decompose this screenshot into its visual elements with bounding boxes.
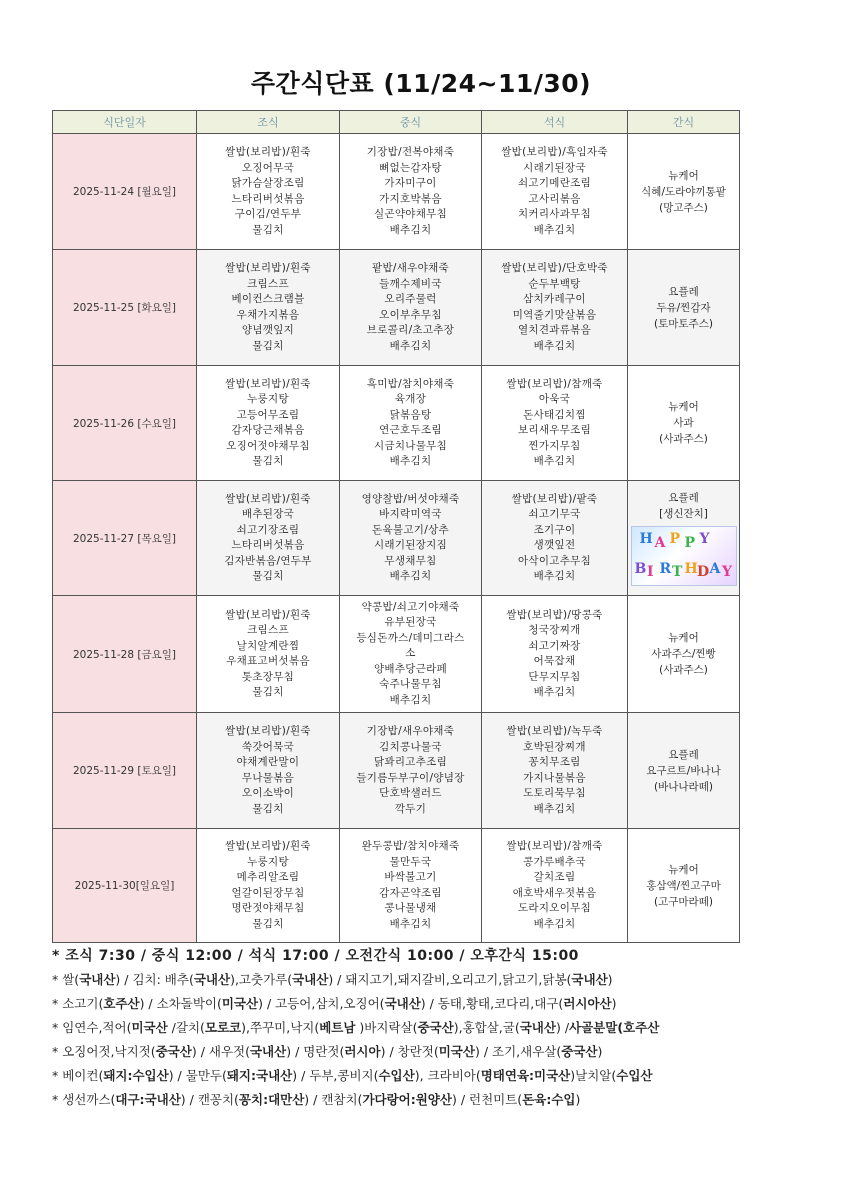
origin-line xyxy=(52,968,752,992)
lunch-cell xyxy=(340,366,482,481)
origin-country: 러시아 xyxy=(344,1044,381,1059)
origin-line xyxy=(52,992,752,1016)
header-breakfast: 조식 xyxy=(197,111,340,134)
breakfast-item: 구이김/연두부 xyxy=(234,208,302,220)
dinner-item: 갈치조림 xyxy=(533,871,576,883)
header-snack: 간식 xyxy=(628,111,740,134)
lunch-item: 김치콩나물국 xyxy=(379,740,442,753)
breakfast-item: 얼갈이된장무침 xyxy=(231,886,305,899)
origin-text: )날치알( xyxy=(570,1068,617,1083)
lunch-item: 콩나물냉채 xyxy=(384,902,437,914)
breakfast-item: 느타리버섯볶음 xyxy=(231,539,305,551)
origin-country: 돼지:국내산 xyxy=(226,1068,293,1083)
origin-text: ) / 창란젓( xyxy=(380,1044,439,1059)
breakfast-cell xyxy=(197,713,340,829)
origin-text: ) xyxy=(607,972,613,987)
snack-item: 식혜/도라야끼통팥 xyxy=(641,185,726,198)
dinner-item: 순두부백탕 xyxy=(528,277,581,290)
snack-cell xyxy=(628,481,740,596)
menu-date: 2025-11-26 [수요일] xyxy=(53,366,197,481)
dinner-item: 쌀밥(보리밥)/팥죽 xyxy=(511,492,598,505)
dinner-item: 배추김치 xyxy=(533,917,576,930)
breakfast-item: 고등어무조림 xyxy=(236,408,300,421)
breakfast-item: 김자반볶음/연두부 xyxy=(224,554,312,567)
dinner-item: 콩가루배추국 xyxy=(523,855,586,868)
breakfast-item: 느타리버섯볶음 xyxy=(231,192,305,205)
dinner-item: 쌀밥(보리밥)/참깨죽 xyxy=(506,377,603,390)
origin-text: ) / 소차돌박이( xyxy=(139,996,222,1011)
snack-item: 사과주스/찐빵 xyxy=(651,648,716,660)
snack-item: 요플레 xyxy=(668,748,699,761)
dinner-item: 꽁치무조림 xyxy=(528,756,581,768)
breakfast-item: 누룽지탕 xyxy=(247,393,289,405)
lunch-item: 오리주물럭 xyxy=(384,293,437,305)
origin-text: ) / 캔꽁치( xyxy=(180,1092,239,1107)
snack-cell xyxy=(628,250,740,366)
menu-date: 2025-11-30[일요일] xyxy=(53,829,197,943)
origin-country: 수입산 xyxy=(378,1068,415,1083)
breakfast-item: 베이컨스크램블 xyxy=(231,293,305,305)
origin-text: /갈치( xyxy=(167,1020,205,1035)
table-row xyxy=(53,829,740,943)
origin-country: 국내산 xyxy=(249,1044,287,1059)
origin-text: * 베이컨( xyxy=(52,1068,104,1083)
breakfast-item: 쌀밥(보리밥)/흰죽 xyxy=(225,146,311,158)
dinner-item: 아삭이고추무침 xyxy=(517,554,592,567)
breakfast-cell xyxy=(197,250,340,366)
breakfast-item: 쌀밥(보리밥)/흰죽 xyxy=(225,377,311,390)
lunch-cell xyxy=(340,134,482,250)
origin-country: 중국산 xyxy=(561,1044,598,1059)
lunch-item: 숙주나물무침 xyxy=(379,678,442,691)
dinner-cell xyxy=(482,134,628,250)
snack-item: (사과주스) xyxy=(659,664,708,676)
breakfast-item: 물김치 xyxy=(252,455,284,467)
lunch-item: 가자미구이 xyxy=(384,177,437,189)
origin-country: 국내산 xyxy=(292,972,329,987)
snack-item: 두유/찐감자 xyxy=(656,301,711,314)
origin-text: ) xyxy=(597,1044,603,1059)
table-row xyxy=(53,134,740,250)
lunch-cell xyxy=(340,829,482,943)
snack-item: 홍삼액/찐고구마 xyxy=(646,879,721,892)
origin-text: ) / 김치: 배추( xyxy=(115,972,194,987)
origin-text: ) / 조기,새우살( xyxy=(474,1044,562,1059)
breakfast-item: 쌀밥(보리밥)/흰죽 xyxy=(225,262,311,274)
origin-text: ) xyxy=(575,1092,581,1107)
lunch-item: 배추김치 xyxy=(389,339,432,352)
origin-country: 러시아산 xyxy=(563,996,612,1011)
origin-text: ),쭈꾸미,낙지( xyxy=(241,1020,320,1035)
origin-text: ) / 명란젓( xyxy=(286,1044,345,1059)
dinner-item: 쌀밥(보리밥)/참깨죽 xyxy=(506,840,603,852)
origin-text: ),고춧가루( xyxy=(230,972,293,987)
breakfast-item: 배추된장국 xyxy=(241,508,295,520)
breakfast-item: 물김치 xyxy=(252,802,284,815)
lunch-item: 육개장 xyxy=(394,393,427,405)
origin-country: 꽁치:대만산 xyxy=(238,1092,305,1107)
header-lunch: 중식 xyxy=(340,111,482,134)
dinner-cell xyxy=(482,596,628,713)
table-row xyxy=(53,250,740,366)
dinner-item: 배추김치 xyxy=(533,223,576,236)
origin-country: 돈육:수입 xyxy=(522,1092,576,1107)
breakfast-item: 쇠고기장조림 xyxy=(236,523,300,536)
origin-text: )바지락살( xyxy=(355,1020,418,1035)
breakfast-item: 우채표고버섯볶음 xyxy=(226,655,310,667)
origin-text: ),홍합살,굴( xyxy=(453,1020,520,1035)
origin-country: 중국산 xyxy=(155,1044,192,1059)
snack-item: 뉴케어 xyxy=(668,863,699,876)
dinner-cell xyxy=(482,713,628,829)
snack-item: (바나나라떼) xyxy=(654,780,713,793)
dinner-cell xyxy=(482,829,628,943)
lunch-item: 등심돈까스/데미그라스 xyxy=(356,631,465,644)
dinner-item: 가지나물볶음 xyxy=(523,771,586,784)
table-header-row xyxy=(53,111,740,134)
origin-country: 수입산 xyxy=(616,1068,653,1083)
lunch-item: 단호박샐러드 xyxy=(379,787,442,799)
lunch-item: 바싹불고기 xyxy=(384,871,437,883)
lunch-item: 배추김치 xyxy=(389,455,432,467)
dinner-item: 찐가지무침 xyxy=(528,439,581,452)
breakfast-item: 쌀밥(보리밥)/흰죽 xyxy=(225,725,311,737)
breakfast-item: 양념깻잎지 xyxy=(241,324,295,336)
origin-text: ) / 물만두( xyxy=(168,1068,227,1083)
table-row xyxy=(53,596,740,713)
origin-country: 국내산 xyxy=(571,972,608,987)
lunch-item: 영양찰밥/버섯야채죽 xyxy=(361,492,460,505)
header-date: 식단일자 xyxy=(53,111,197,134)
lunch-item: 바지락미역국 xyxy=(379,508,442,520)
origin-text: * 임연수,적어( xyxy=(52,1020,132,1035)
origin-text: ) / 캔참치( xyxy=(304,1092,363,1107)
dinner-item: 쌀밥(보리밥)/흑임자죽 xyxy=(501,146,608,158)
menu-date: 2025-11-24 [월요일] xyxy=(53,134,197,250)
breakfast-item: 누룽지탕 xyxy=(247,855,289,868)
origin-text: * 쌀( xyxy=(52,972,80,987)
breakfast-cell xyxy=(197,829,340,943)
lunch-item: 기장밥/새우야채죽 xyxy=(366,725,455,737)
snack-cell xyxy=(628,366,740,481)
notes-section xyxy=(52,944,752,1112)
dinner-item: 보리새우무조림 xyxy=(517,424,592,436)
lunch-item: 배추김치 xyxy=(389,693,432,706)
origin-text: ), 크라비아( xyxy=(414,1068,481,1083)
dinner-cell xyxy=(482,366,628,481)
lunch-item: 돈육불고기/상추 xyxy=(372,523,449,536)
lunch-item: 흑미밥/참치야채죽 xyxy=(366,377,455,390)
lunch-item: 팥밥/새우야채죽 xyxy=(372,262,449,274)
snack-item: 뉴케어 xyxy=(668,169,699,182)
header-dinner: 석식 xyxy=(482,111,628,134)
origin-country: 국내산 xyxy=(193,972,231,987)
menu-date: 2025-11-29 [토요일] xyxy=(53,713,197,829)
snack-item: 사과 xyxy=(673,417,694,429)
dinner-item: 어묵잡채 xyxy=(533,655,576,667)
dinner-item: 치커리사과무침 xyxy=(517,208,592,220)
lunch-item: 무생채무침 xyxy=(384,554,437,567)
breakfast-item: 쌀밥(보리밥)/흰죽 xyxy=(225,840,311,852)
origin-text: ) / 두부,콩비지( xyxy=(292,1068,379,1083)
dinner-item: 생깻잎전 xyxy=(533,539,576,551)
origin-country: 모로코 xyxy=(204,1020,242,1035)
breakfast-item: 물김치 xyxy=(252,686,284,698)
snack-item: (고구마라떼) xyxy=(654,895,713,908)
dinner-item: 조기구이 xyxy=(533,523,576,536)
snack-item: 뉴케어 xyxy=(668,401,699,413)
lunch-item: 시금치나물무침 xyxy=(373,439,448,452)
origin-text: ) / 고등어,삼치,오징어( xyxy=(258,996,385,1011)
dinner-item: 열치견과류볶음 xyxy=(517,324,592,336)
snack-item: 뉴케어 xyxy=(668,632,699,644)
snack-item: 요구르트/바나나 xyxy=(646,764,721,777)
lunch-item: 배추김치 xyxy=(389,570,432,582)
breakfast-cell xyxy=(197,481,340,596)
lunch-item: 배추김치 xyxy=(389,917,432,930)
snack-cell xyxy=(628,596,740,713)
breakfast-cell xyxy=(197,366,340,481)
breakfast-item: 쌀밥(보리밥)/흰죽 xyxy=(225,492,311,505)
dinner-item: 쌀밥(보리밥)/녹두죽 xyxy=(506,725,603,737)
lunch-item: 실곤약야채무침 xyxy=(373,208,448,220)
breakfast-item: 톳초장무침 xyxy=(241,670,295,683)
breakfast-item: 닭가슴살장조림 xyxy=(231,177,305,189)
dinner-item: 배추김치 xyxy=(533,802,576,815)
origin-country: 돼지:수입산 xyxy=(103,1068,169,1083)
lunch-item: 깍두기 xyxy=(394,802,427,815)
snack-cell xyxy=(628,829,740,943)
origin-line xyxy=(52,1088,752,1112)
origin-country: 호주산 xyxy=(103,996,140,1011)
happy-birthday-banner: H A P P Y B I R T H D A Y xyxy=(631,526,737,586)
dinner-item: 쇠고기짜장 xyxy=(528,639,581,652)
origin-text: ) / 런천미트( xyxy=(451,1092,523,1107)
breakfast-item: 오징어젓야채무침 xyxy=(226,439,310,452)
dinner-item: 미역줄기맛살볶음 xyxy=(512,308,597,321)
lunch-cell xyxy=(340,250,482,366)
dinner-item: 쌀밥(보리밥)/땅콩죽 xyxy=(506,608,603,621)
breakfast-item: 물김치 xyxy=(252,570,284,582)
breakfast-item: 물김치 xyxy=(252,917,284,930)
dinner-cell xyxy=(482,481,628,596)
breakfast-item: 크림스프 xyxy=(247,277,289,290)
lunch-item: 오이부추무침 xyxy=(379,308,442,321)
origin-country: 중국산 xyxy=(417,1020,454,1035)
breakfast-item: 야채계란말이 xyxy=(236,756,300,768)
breakfast-item: 크림스프 xyxy=(247,624,289,636)
lunch-item: 들기름두부구이/양념장 xyxy=(356,771,465,784)
origin-line xyxy=(52,1016,752,1040)
origin-country: 국내산 xyxy=(384,996,421,1011)
breakfast-item: 오이소박이 xyxy=(241,787,295,799)
origin-country: 사골분말(호주산 xyxy=(569,1020,660,1035)
table-row xyxy=(53,366,740,481)
origin-country: 대구:국내산 xyxy=(115,1092,181,1107)
lunch-item: 소 xyxy=(405,647,416,660)
origin-text: ) / 돼지고기,돼지갈비,오리고기,닭고기,닭봉( xyxy=(328,972,572,987)
origin-country: 국내산 xyxy=(519,1020,556,1035)
dinner-cell xyxy=(482,250,628,366)
snack-item: (망고주스) xyxy=(659,201,708,214)
snack-cell xyxy=(628,713,740,829)
table-body xyxy=(53,134,740,943)
breakfast-item: 물김치 xyxy=(252,223,284,236)
dinner-item: 호박된장찌개 xyxy=(523,740,586,753)
origin-text: ) / xyxy=(555,1020,570,1035)
origin-line xyxy=(52,1040,752,1064)
breakfast-cell xyxy=(197,596,340,713)
breakfast-item: 물김치 xyxy=(252,339,284,352)
origin-text: ) / 동태,황태,코다리,대구( xyxy=(420,996,564,1011)
dinner-item: 배추김치 xyxy=(533,686,576,698)
menu-date: 2025-11-25 [화요일] xyxy=(53,250,197,366)
breakfast-item: 무나물볶음 xyxy=(241,771,295,784)
lunch-cell xyxy=(340,713,482,829)
breakfast-item: 감자당근채볶음 xyxy=(231,424,305,436)
breakfast-item: 날치알계란찜 xyxy=(236,639,300,652)
page-title: 주간식단표 (11/24~11/30) xyxy=(250,69,592,98)
breakfast-item: 명란젓야채무침 xyxy=(231,902,305,914)
breakfast-item: 오징어무국 xyxy=(241,161,295,174)
lunch-item: 양배추당근라페 xyxy=(373,662,448,675)
origin-text: * 소고기( xyxy=(52,996,104,1011)
breakfast-item: 쑥갓어묵국 xyxy=(241,740,295,753)
table-row xyxy=(53,481,740,596)
lunch-item: 가지호박볶음 xyxy=(379,192,442,205)
breakfast-item: 메추리알조림 xyxy=(236,871,300,883)
origin-country: 베트남 xyxy=(319,1020,356,1035)
weekly-menu-table xyxy=(52,110,740,943)
origin-country: 국내산 xyxy=(79,972,116,987)
dinner-item: 애호박새우젓볶음 xyxy=(512,886,597,899)
snack-cell xyxy=(628,134,740,250)
origin-text: * 생선까스( xyxy=(52,1092,116,1107)
dinner-item: 시래기된장국 xyxy=(523,161,586,174)
dinner-item: 돈사태김치찜 xyxy=(523,408,586,421)
menu-date: 2025-11-28 [금요일] xyxy=(53,596,197,713)
origin-country: 미국산 xyxy=(131,1020,168,1035)
origin-text: * 오징어젓,낙지젓( xyxy=(52,1044,156,1059)
dinner-item: 쌀밥(보리밥)/단호박죽 xyxy=(501,262,608,274)
dinner-item: 아욱국 xyxy=(538,393,571,405)
origin-country: 명태연육:미국산 xyxy=(480,1068,571,1083)
meal-hours: * 조식 7:30 / 중식 12:00 / 석식 17:00 / 오전간식 10:00 / 오후간식 15:00 xyxy=(52,948,579,964)
dinner-item: 단무지무침 xyxy=(528,670,581,683)
origin-country: 미국산 xyxy=(438,1044,475,1059)
dinner-item: 쇠고기메란조림 xyxy=(517,177,592,189)
origin-text: ) / 새우젓( xyxy=(191,1044,250,1059)
dinner-item: 도라지오이무침 xyxy=(517,902,592,914)
lunch-item: 들깨수제비국 xyxy=(379,277,442,290)
dinner-item: 배추김치 xyxy=(533,339,576,352)
lunch-cell xyxy=(340,481,482,596)
lunch-item: 시래기된장지짐 xyxy=(373,539,448,551)
lunch-item: 기장밥/전복야채죽 xyxy=(366,146,455,158)
dinner-item: 삼치카레구이 xyxy=(523,293,586,305)
dinner-item: 배추김치 xyxy=(533,455,576,467)
lunch-item: 배추김치 xyxy=(389,223,432,236)
lunch-item: 연근호두조림 xyxy=(379,424,442,436)
lunch-item: 유부된장국 xyxy=(384,616,437,629)
lunch-item: 뼈없는감자탕 xyxy=(379,161,442,174)
menu-date: 2025-11-27 [목요일] xyxy=(53,481,197,596)
snack-item: (사과주스) xyxy=(659,433,708,445)
dinner-item: 쇠고기무국 xyxy=(528,508,581,520)
breakfast-item: 쌀밥(보리밥)/흰죽 xyxy=(225,608,311,621)
lunch-item: 닭꽈리고추조림 xyxy=(373,756,448,768)
table-row xyxy=(53,713,740,829)
dinner-item: 배추김치 xyxy=(533,570,576,582)
lunch-item: 닭볶음탕 xyxy=(389,408,432,421)
lunch-item: 물만두국 xyxy=(389,855,432,868)
lunch-item: 완두콩밥/참치야채죽 xyxy=(361,840,460,852)
dinner-item: 고사리볶음 xyxy=(528,192,581,205)
origin-line xyxy=(52,1064,752,1088)
lunch-item: 약콩밥/쇠고기야채죽 xyxy=(361,600,460,613)
origin-country: 가다랑어:원양산 xyxy=(362,1092,452,1107)
breakfast-cell xyxy=(197,134,340,250)
dinner-item: 청국장찌개 xyxy=(528,624,581,636)
origin-country: 미국산 xyxy=(221,996,259,1011)
origin-text: ) xyxy=(611,996,617,1011)
lunch-item: 감자곤약조림 xyxy=(379,886,442,899)
snack-item: 요플레 xyxy=(668,285,699,298)
snack-item: (토마토주스) xyxy=(654,317,713,330)
breakfast-item: 우채가지볶음 xyxy=(236,308,300,321)
origin-list xyxy=(52,968,752,1112)
dinner-item: 도토리묵무침 xyxy=(523,787,586,799)
lunch-item: 브로콜리/초고추장 xyxy=(366,324,455,336)
lunch-cell xyxy=(340,596,482,713)
snack-item: [생신잔치] xyxy=(659,508,708,520)
snack-item: 요플레 xyxy=(668,492,699,504)
